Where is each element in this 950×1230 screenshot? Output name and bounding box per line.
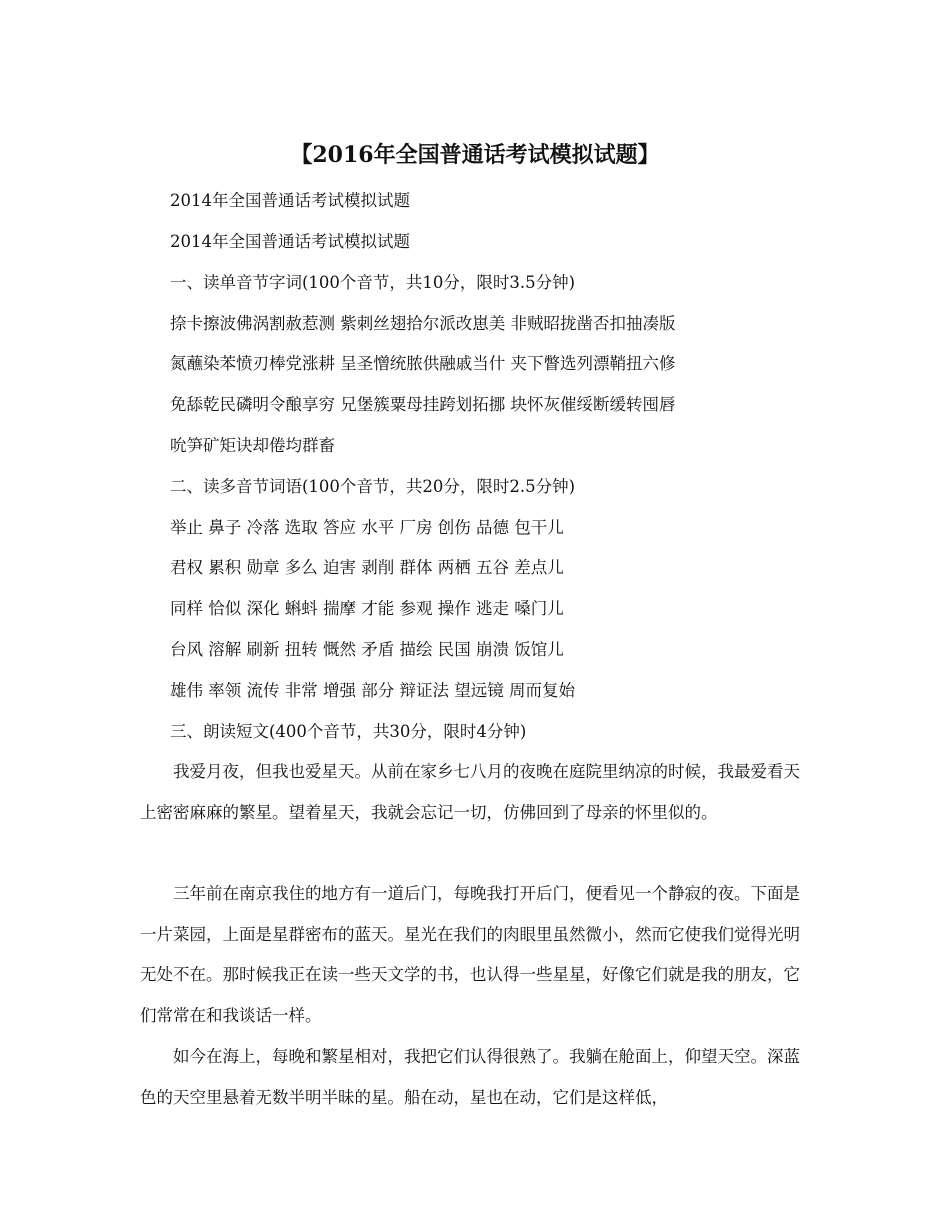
reading-paragraph: 我爱月夜，但我也爱星天。从前在家乡七八月的夜晚在庭院里纳凉的时候，我最爱看天上密密麻麻的繁星。望着星天，我就会忘记一切，仿佛回到了母亲的怀里似的。 bbox=[140, 762, 800, 822]
subtitle-line: 2014年全国普通话考试模拟试题 bbox=[170, 191, 410, 210]
word-line: 同样 恰似 深化 蝌蚪 揣摩 才能 参观 操作 逃走 嗓门儿 bbox=[170, 599, 564, 618]
reading-paragraph: 如今在海上，每晚和繁星相对，我把它们认得很熟了。我躺在舱面上，仰望天空。深蓝色的天空里悬着无数半明半昧的星。船在动，星也在动，它们是这样低， bbox=[140, 1047, 800, 1107]
character-line: 氮蘸染苯愤刃棒党涨耕 呈圣憎统脓供融戚当什 夹下瞥选列漂鞘扭六修 bbox=[170, 354, 676, 373]
word-line: 雄伟 率领 流传 非常 增强 部分 辩证法 望远镜 周而复始 bbox=[170, 681, 575, 700]
subtitle-line: 2014年全国普通话考试模拟试题 bbox=[170, 232, 410, 251]
word-line: 举止 鼻子 冷落 选取 答应 水平 厂房 创伤 品德 包干儿 bbox=[170, 518, 564, 537]
character-line: 捺卡擦波佛涡割赦惹测 紫刺丝翅拾尔派改崽美 非贼昭拢凿否扣抽凑版 bbox=[170, 314, 676, 333]
document-title: 【2016年全国普通话考试模拟试题】 bbox=[290, 142, 660, 168]
reading-paragraph: 三年前在南京我住的地方有一道后门，每晚我打开后门，便看见一个静寂的夜。下面是一片菜园，上面是星群密布的蓝天。星光在我们的肉眼里虽然微小，然而它使我们觉得光明无处不在。那时候我正在读一些天文学的书，也认得一些星星，好像它们就是我的朋友，它们常常在和我谈话一样。 bbox=[140, 884, 800, 1026]
character-line: 吮笋矿矩诀却倦均群畜 bbox=[170, 436, 335, 455]
word-line: 君权 累积 勋章 多么 迫害 剥削 群体 两栖 五谷 差点儿 bbox=[170, 558, 564, 577]
word-line: 台风 溶解 刷新 扭转 慨然 矛盾 描绘 民国 崩溃 饭馆儿 bbox=[170, 640, 564, 659]
section-heading: 三、朗读短文(400个音节，共30分，限时4分钟) bbox=[170, 722, 527, 741]
section-heading: 一、读单音节字词(100个音节，共10分，限时3.5分钟) bbox=[170, 273, 576, 292]
section-heading: 二、读多音节词语(100个音节，共20分，限时2.5分钟) bbox=[170, 477, 576, 496]
character-line: 免舔乾民磷明令酿享穷 兄堡簇粟母挂跨划拓挪 块怀灰催绥断缓转囤唇 bbox=[170, 395, 676, 414]
